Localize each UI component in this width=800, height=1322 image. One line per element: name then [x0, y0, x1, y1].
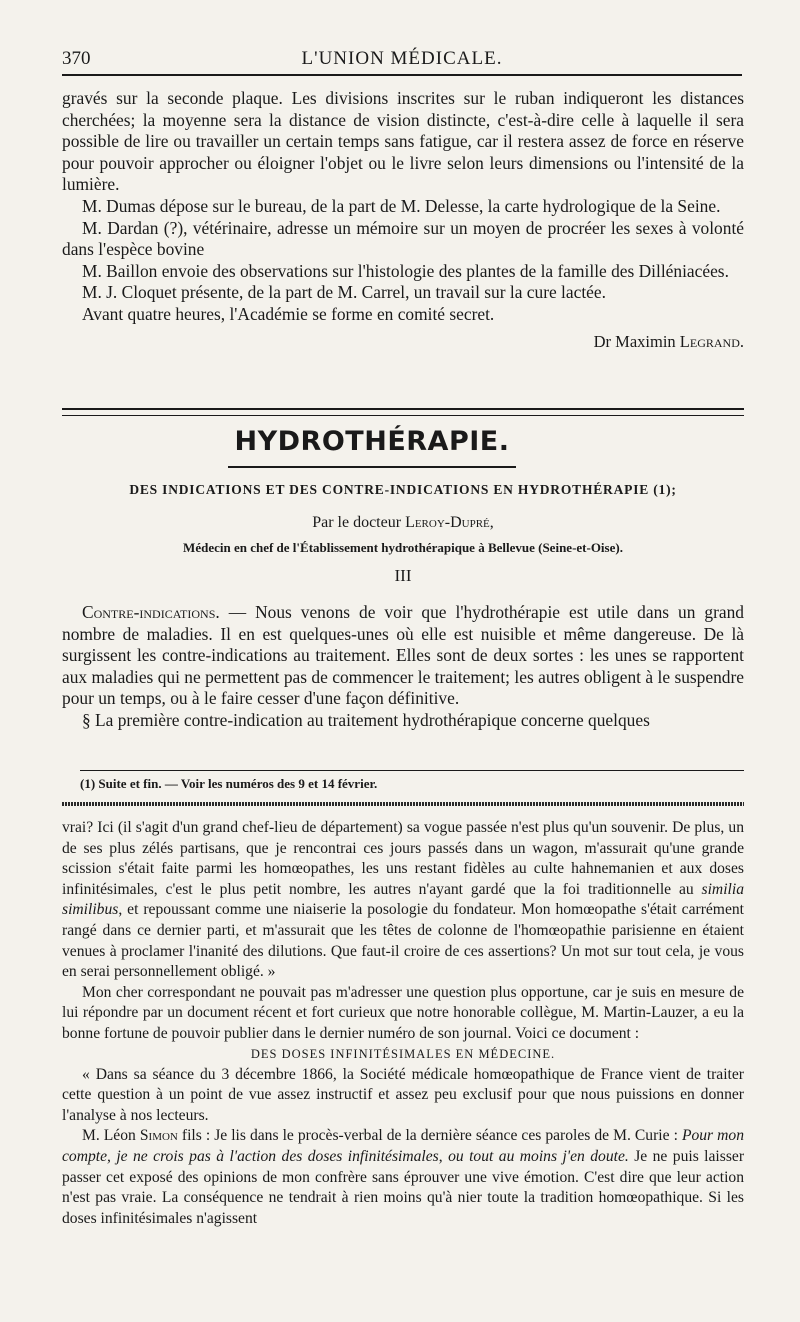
paragraph [62, 818, 744, 983]
paragraph: M. Dardan (?), vétérinaire, adresse un mémoire sur un moyen de procréer les sexes à volonté dans l'espèce bovine [62, 217, 744, 260]
person-name: Simon [139, 1127, 178, 1145]
paragraph-text: fils : Je lis dans le procès-verbal de la dernière séance ces paroles de M. Curie : [177, 1127, 682, 1145]
page-number: 370 [62, 48, 91, 69]
journal-title: L'UNION MÉDICALE. [301, 48, 503, 69]
signature-prefix: Dr Maximin [593, 331, 680, 351]
paragraph: M. Baillon envoie des observations sur l'histologie des plantes de la famille des Dilléniacées. [82, 260, 729, 281]
paragraph-text: , et repoussant comme une niaiserie la posologie du fondateur. Mon homœopathe s'était carrément rangé dans ce dernier parti, et m'assurait que les têtes de colonne de l'homœopathie parisienne en étaient venues à proclamer l'inanité des dilutions. Que faut-il croire de ces assertions? Un mot sur tout cela, je vous en serai personnellement obligé. » [62, 901, 744, 981]
author-name: Leroy-Dupré [405, 514, 490, 531]
paragraph-text: vrai? Ici (il s'agit d'un grand chef-lieu de département) sa vogue passée n'est plus qu'un souvenir. De plus, un de ses plus zélés partisans, que je rencontrai ces jours passés dans un wagon, m'assurait qu'une grande scission s'était faite parmi les homœopathes, les uns restant fidèles au culte hahnemanien et aux doses infinitésimales, c'est le plus petit nombre, les autres n'ayant gardé que la foi traditionnelle au [62, 819, 744, 898]
author-line [62, 514, 744, 532]
paragraph-text: Je ne puis laisser passer cet exposé des opinions de mon confrère sans éprouver une vive émotion. C'est dire que leur action n'est pas vraie. La conséquence ne tendrait à rien moins qu'à nier toute la tradition homœopathique. Si les doses infinitésimales n'agissent [62, 1147, 745, 1227]
column-divider [62, 802, 744, 806]
paragraph-text: — Nous venons de voir que l'hydrothérapie est utile dans un grand nombre de maladies. Il en est quelques-unes où elle est nuisible et même dangereuse. De là surgissent les contre-indications au traitement. Elles sont de deux sortes : les unes se rapportent aux maladies qui ne permettent pas de commencer le traitement; les autres obligent à le suspendre pour un temps, ou à le faire cesser d'une façon définitive. [62, 602, 744, 709]
paragraph: M. Dumas dépose sur le bureau, de la part de M. Delesse, la carte hydrologique de la Seine. [82, 195, 721, 216]
italic-phrase: similia similibus [62, 880, 744, 919]
paragraph-text: , [438, 1147, 449, 1165]
author-suffix: , [489, 514, 494, 531]
author-affiliation: Médecin en chef de l'Établissement hydrothérapique à Bellevue (Seine-et-Oise). [183, 540, 623, 555]
signature-name: Legrand. [679, 331, 744, 351]
paragraph [62, 1126, 744, 1229]
italic-phrase: ou tout au moins j'en doute. [448, 1147, 629, 1165]
top-section [62, 88, 744, 352]
paragraph: Mon cher correspondant ne pouvait pas m'adresser une question plus opportune, car je suis en mesure de lui répondre par un document récent et fort curieux que notre honorable collègue, M. Martin-Lauzer, a eu la bonne fortune de pouvoir publier dans le dernier numéro de son journal. Voici ce document : [62, 983, 744, 1042]
section-title: HYDROTHÉRAPIE. [228, 426, 516, 468]
paragraph: Avant quatre heures, l'Académie se forme en comité secret. [82, 303, 495, 324]
hydro-body [62, 602, 744, 732]
paragraph: gravés sur la seconde plaque. Les divisions inscrites sur le ruban indiqueront les distances cherchées; la moyenne sera la distance de vision distincte, c'est-à-dire celle à laquelle il sera possible de lire ou travailler un certain temps sans fatigue, car il restera assez de force en réserve pour pouvoir approcher ou éloigner l'objet ou le livre selon leurs dimensions ou l'intensité de la lumière. [62, 88, 744, 195]
part-number: III [394, 566, 412, 585]
running-head [62, 46, 742, 76]
paragraph [62, 602, 744, 710]
paragraph-text: M. Léon [82, 1127, 140, 1145]
footnote: (1) Suite et fin. — Voir les numéros des 9 et 14 février. [80, 776, 378, 791]
footnote-rule [80, 770, 744, 771]
italic-phrase: Pour mon compte, je ne crois pas à l'action des doses infinitésimales [62, 1127, 745, 1165]
paragraph: M. J. Cloquet présente, de la part de M. Carrel, un travail sur la cure lactée. [82, 282, 606, 303]
paragraph: « Dans sa séance du 3 décembre 1866, la Société médicale homœopathique de France vient de traiter cette question à un point de vue assez instructif et assez peu exclusif pour que nous puissions en donner l'analyse à nos lecteurs. [62, 1065, 744, 1124]
subsection-title: DES DOSES INFINITÉSIMALES EN MÉDECINE. [250, 1046, 556, 1061]
signature [62, 332, 744, 352]
author-prefix: Par le docteur [312, 514, 406, 531]
lead-term: Contre-indications. [82, 602, 220, 622]
paragraph: § La première contre-indication au traitement hydrothérapique concerne quelques [82, 709, 650, 730]
section-divider [62, 408, 744, 416]
article-title: DES INDICATIONS ET DES CONTRE-INDICATIONS EN HYDROTHÉRAPIE (1); [129, 482, 677, 497]
lower-section [62, 818, 744, 1229]
